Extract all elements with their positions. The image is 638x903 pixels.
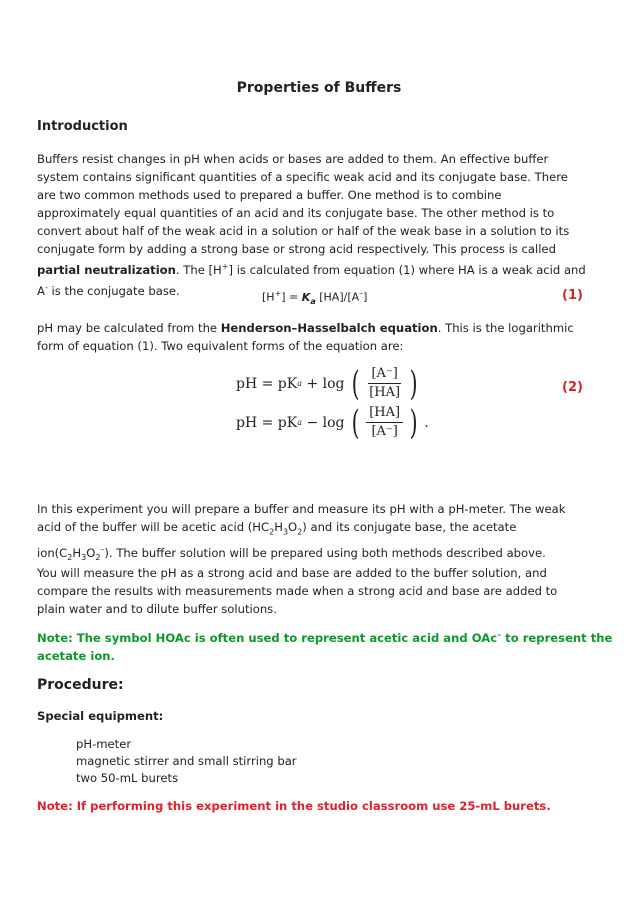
intro-line: convert about half of the weak acid in a solution or half of the weak base in a solution to its — [37, 224, 570, 238]
intro-line: A- is the conjugate base. — [37, 282, 180, 298]
intro-line: system contains significant quantities of a specific weak acid and its conjugate base. There — [37, 170, 568, 184]
green-note: Note: The symbol HOAc is often used to represent acetic acid and OAc– to represent the acetate ion. — [37, 630, 613, 663]
equation-2-form-2: pH = pK a − log ( $\frac{[HA]}{[A^-]}$ ) . — [236, 402, 429, 443]
intro-line: are two common methods used to prepared a buffer. One method is to combine — [37, 188, 502, 202]
measure-paragraph: You will measure the pH as a strong acid and base are added to the buffer solution, and compare the results with measurements made when a strong acid and base are added to plain water and to dilute buffer solutions. — [37, 566, 558, 616]
henderson-paragraph: pH may be calculated from the Henderson–Hasselbalch equation. This is the logarithmic form of equation (1). Two equivalent forms of the equation are: — [37, 321, 574, 353]
equation-1-number: (1) — [562, 288, 583, 303]
intro-line: approximately equal quantities of an acid and its conjugate base. The other method is to — [37, 206, 555, 220]
henderson-hasselbalch-term: Henderson–Hasselbalch equation — [220, 321, 438, 335]
introduction-heading: Introduction — [37, 119, 128, 134]
equipment-heading: Special equipment: — [37, 709, 164, 723]
intro-line: conjugate form by adding a strong base or strong acid respectively. This process is called — [37, 242, 556, 256]
experiment-paragraph: In this experiment you will prepare a buffer and measure its pH with a pH-meter. The weak acid of the buffer will be acetic acid $(HC_2H_3O_2)$ and its conjugate base, the acetate $ion(C_2H_3O_2^-)$. The buffer solution will be prepared using both methods described above. — [37, 502, 566, 563]
red-note: Note: If performing this experiment in the studio classroom use 25-mL burets. — [37, 799, 551, 813]
equation-1: $[H^+] = K_a$ [HA]/[A–] — [262, 289, 368, 306]
intro-line: partial neutralization. The [H+] is calculated from equation (1) where HA is a weak acid and — [37, 262, 586, 277]
list-item: magnetic stirrer and small stirring bar — [76, 754, 297, 768]
equipment-list — [76, 736, 297, 787]
fraction: $\frac{[A^-]}{[HA]}$ — [369, 366, 401, 400]
procedure-heading: Procedure: — [37, 677, 124, 693]
partial-neutralization-term: partial neutralization — [37, 262, 176, 277]
intro-line: Buffers resist changes in pH when acids or bases are added to them. An effective buffer — [37, 152, 549, 166]
list-item: two 50-mL burets — [76, 771, 179, 785]
fraction: $\frac{[HA]}{[A^-]}$ — [366, 404, 403, 441]
equation-2-number: (2) — [562, 380, 583, 395]
equation-2-form-1: pH = pK a + log ( $\frac{[A^-]}{[HA]}$ ) — [236, 363, 418, 404]
intro-paragraph — [37, 150, 597, 300]
list-item: pH-meter — [76, 737, 132, 751]
page-title: Properties of Buffers — [236, 80, 402, 96]
